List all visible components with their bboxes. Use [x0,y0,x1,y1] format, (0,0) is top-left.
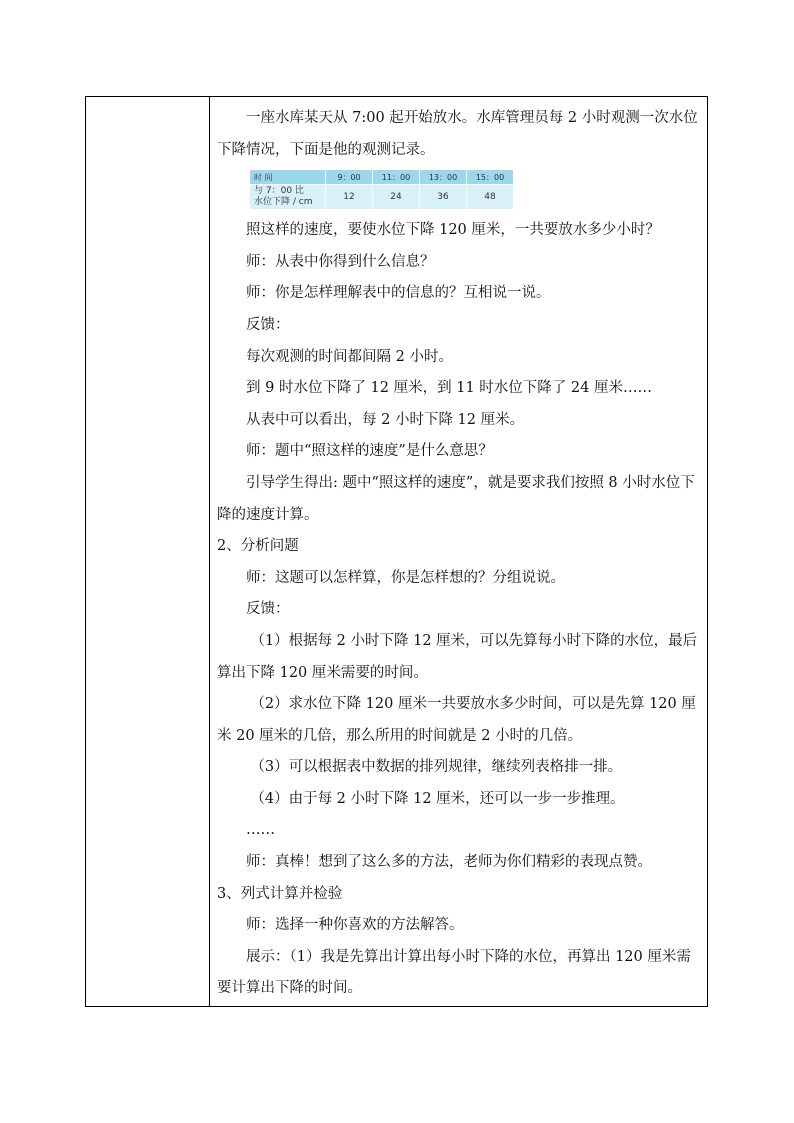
observation-table [250,170,514,209]
observation-header-label: 时 间 [250,170,326,185]
ellipsis: …… [246,822,275,839]
problem-intro: 一座水库某天从 7:00 起开始放水。水库管理员每 2 小时观测一次水位下降情况，下面是他的观测记录。 [217,110,698,158]
text-line: 反馈： [246,601,290,618]
text-line: 反馈： [246,316,290,333]
observation-drop: 48 [467,185,514,210]
method-item: （3）可以根据表中数据的排列规律，继续列表格排一排。 [250,759,623,776]
observation-time: 9：00 [326,170,373,185]
section-heading: 3、列式计算并检验 [217,885,343,902]
text-line: 师：从表中你得到什么信息？ [246,253,435,270]
observation-row-label [250,185,326,210]
observation-time: 15：00 [467,170,514,185]
observation-drop: 24 [373,185,420,210]
observation-row-label-line2: 水位下降 / cm [254,197,313,208]
text-line: 展示：（1）我是先算出计算出每小时下降的水位，再算出 120 厘米需要计算出下降的时间。 [217,948,691,997]
text-line: 师：这题可以怎样算，你是怎样想的？分组说说。 [246,569,565,586]
column-divider [209,97,210,1006]
method-item: （4）由于每 2 小时下降 12 厘米，还可以一步一步推理。 [250,790,625,807]
text-line: 每次观测的时间都间隔 2 小时。 [246,348,453,365]
text-line: 师：选择一种你喜欢的方法解答。 [246,917,464,934]
text-line: 师：你是怎样理解表中的信息的？互相说一说。 [246,285,551,302]
observation-row-label-line1: 与 7：00 比 [254,186,304,197]
lesson-content [217,103,701,1005]
section-heading: 2、分析问题 [217,538,299,555]
method-item: （1）根据每 2 小时下降 12 厘米，可以先算每小时下降的水位，最后算出下降 120 厘米需要的时间。 [217,632,698,681]
observation-time: 13：00 [420,170,467,185]
observation-drop: 36 [420,185,467,210]
observation-drop: 12 [326,185,373,210]
text-line: 师：题中“照这样的速度”是什么意思？ [246,443,493,460]
observation-data-row [250,185,514,210]
lesson-table [85,96,708,1007]
text-line: 师：真棒！想到了这么多的方法，老师为你们精彩的表现点赞。 [246,854,652,871]
text-line: 引导学生得出: 题中“照这样的速度”，就是要求我们按照 8 小时水位下降的速度计算。 [217,474,695,523]
observation-header-row [250,170,514,185]
text-line: 从表中可以看出，每 2 小时下降 12 厘米。 [246,411,525,428]
observation-time: 11：00 [373,170,420,185]
problem-question: 照这样的速度，要使水位下降 120 厘米，一共要放水多少小时？ [246,222,660,239]
method-item: （2）求水位下降 120 厘米一共要放水多少时间，可以是先算 120 厘米 20 厘米的几倍，那么所用的时间就是 2 小时的几倍。 [217,696,696,744]
text-line: 到 9 时水位下降了 12 厘米，到 11 时水位下降了 24 厘米…… [246,380,652,397]
